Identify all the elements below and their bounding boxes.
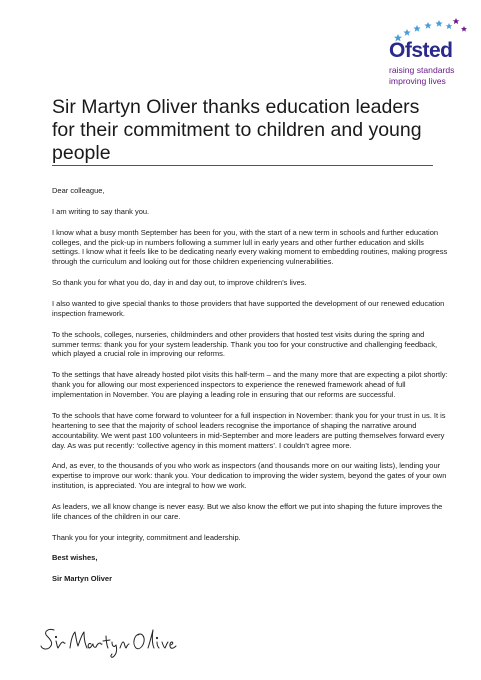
- closing: Best wishes,: [52, 553, 98, 563]
- paragraph: To the schools, colleges, nurseries, childminders and other providers that hosted test visits during the spring and summer terms: thank you for your system leadership. Thank you too for your constructive and challenging feedback, which played a crucial role in improving our reforms.: [52, 329, 438, 359]
- paragraph: I also wanted to give special thanks to those providers that have supported the development of our renewed education inspection framework.: [52, 298, 445, 318]
- paragraph: And, as ever, to the thousands of you who work as inspectors (and thousands more on our waiting lists), lending your expertise to improve our work: thank you. Your dedication to improving the wider system, beyond the gates of your own institution, is appreciated. You are integral to how we work.: [52, 461, 447, 491]
- paragraph: I know what a busy month September has been for you, with the start of a new term in schools and further education colleges, and the pick-up in numbers following a summer lull in early years and other further education and skills settings. I know what it feels like to be dedicating nearly every waking moment to embedding routines, making progress through the curriculum and looking out for those children experiencing vulnerabilities.: [52, 227, 448, 267]
- handwritten-signature: [40, 624, 180, 660]
- logo-wordmark: Ofsted: [389, 39, 453, 62]
- ofsted-logo: [384, 14, 474, 84]
- signatory-name: Sir Martyn Oliver: [52, 574, 113, 584]
- logo-tagline-2: improving lives: [389, 76, 446, 86]
- paragraph: Thank you for your integrity, commitment and leadership.: [52, 532, 241, 542]
- logo-tagline-1: raising standards: [389, 65, 455, 75]
- paragraph: As leaders, we all know change is never easy. But we also know the effort we put into shaping the future improves the life chances of the children in our care.: [52, 501, 443, 521]
- paragraph: To the schools that have come forward to volunteer for a full inspection in November: thank you for your trust in us. It is heartening to see that the majority of school leaders recognise the importance of shaping the narrative around accountability. We went past 100 volunteers in mid-September and more leaders are putting themselves forward every day. As was put recently: ‘collective agency in this moment matters’. I couldn’t agree more.: [52, 410, 446, 450]
- salutation: Dear colleague,: [52, 186, 105, 195]
- paragraph: I am writing to say thank you.: [52, 206, 150, 216]
- title-divider: [52, 165, 433, 166]
- page-title: Sir Martyn Oliver thanks education leaders for their commitment to children and young people: [52, 96, 422, 164]
- paragraph: So thank you for what you do, day in and day out, to improve children’s lives.: [52, 278, 307, 288]
- paragraph: To the settings that have already hosted pilot visits this half-term – and the many more that are expecting a pilot shortly: thank you for allowing our most experienced inspectors to experience the renewed framework ahead of full implementation in November. You are playing a leading role in ensuring that our reforms are successful.: [52, 370, 448, 400]
- letter-body: [52, 186, 452, 595]
